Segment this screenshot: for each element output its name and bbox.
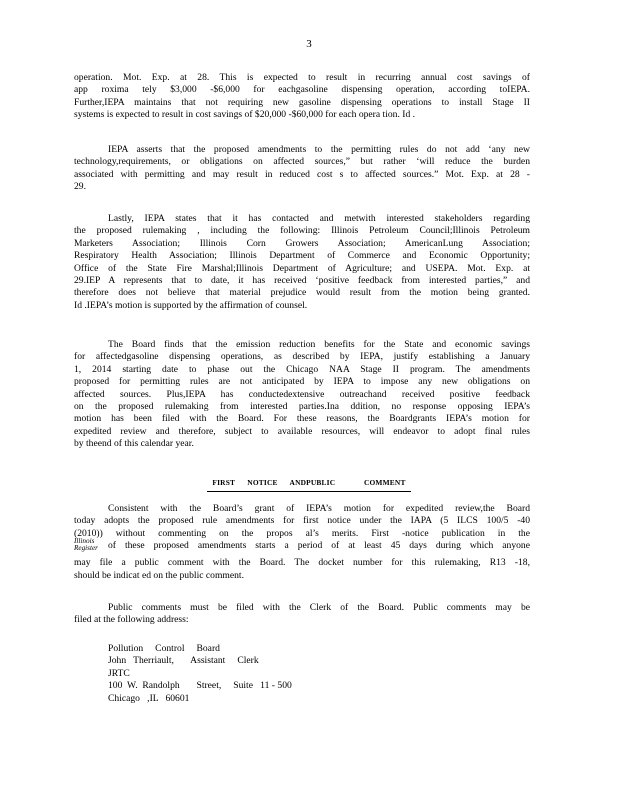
text-line-rest: of these proposed amendments starts a period of at least 45 days during which anyone (108, 540, 530, 552)
section-heading-wrap (0, 477, 618, 492)
section-heading: FIRST NOTICE ANDPUBLIC COMMENT (207, 477, 410, 492)
mailing-address (108, 643, 428, 705)
text-line: proposed for permitting rules are not anticipated by IEPA to impose any new obligations on (74, 376, 530, 388)
text-line: Lastly, IEPA states that it has contacted and metwith interested stakeholders regarding (108, 213, 530, 224)
text-line: Id .IEPA’s motion is supported by the affirmation of counsel. (74, 299, 308, 311)
text-line: affected sources. Plus,IEPA has conductedextensive outreachand received positive feedback (74, 388, 530, 400)
address-line: Chicago ,IL 60601 (108, 692, 190, 704)
paragraph-cost-savings (74, 72, 530, 122)
paragraph-stakeholders (74, 213, 530, 312)
text-line: Further,IEPA maintains that not requiring new gasoline dispensing operations to install Stage II (74, 96, 530, 108)
text-line: 1, 2014 starting date to phase out the Chicago NAA Stage II program. The amendments (74, 363, 530, 375)
address-line: 100 W. Randolph Street, Suite 11 - 500 (108, 680, 292, 692)
text-line: the proposed rulemaking , including the following: Illinois Petroleum Council;Illinois Petroleum (74, 225, 530, 237)
text-line: IEPA asserts that the proposed amendments to the permitting rules do not add ‘any new (108, 144, 530, 155)
text-line: technology,requirements, or obligations on affected sources,” but rather ‘will reduce the burden (74, 156, 530, 168)
paragraph-iepa-asserts (74, 144, 530, 194)
text-line: therefore does not believe that material prejudice would result from the motion being granted. (74, 287, 530, 299)
address-line: John Therriault, Assistant Clerk (108, 655, 259, 667)
text-line: Respiratory Health Association; Illinois Department of Commerce and Economic Opportunity; (74, 250, 530, 262)
text-line (74, 537, 530, 557)
text-line: on the proposed rulemaking from interested parties.Ina ddition, no response opposing IEPA’s (74, 401, 530, 413)
text-line: associated with permitting and may result in reduced cost s to affected sources.” Mot. Exp. at 28 - (74, 168, 530, 180)
text-line: today adopts the proposed rule amendments for first notice under the IAPA (5 ILCS 100/5 -40 (74, 515, 530, 527)
text-line: filed at the following address: (74, 614, 189, 626)
text-line: (2010)) without commenting on the propos al’s merits. First -notice publication in the (74, 527, 530, 539)
page-number: 3 (306, 38, 312, 50)
text-line: 29. (74, 181, 86, 193)
text-line: by theend of this calendar year. (74, 438, 194, 450)
text-line: app roxima tely $3,000 -$6,000 for eachgasoline dispensing operation, according toIEPA. (74, 84, 530, 96)
text-line: Marketers Association; Illinois Corn Growers Association; AmericanLung Association; (74, 237, 530, 249)
paragraph-public-comments (74, 602, 530, 627)
text-line: expedited review and therefore, subject to available resources, will endeavor to adopt final rules (74, 425, 530, 437)
text-line: systems is expected to result in cost savings of $20,000 -$60,000 for each opera tion. Id . (74, 109, 416, 121)
text-line: operation. Mot. Exp. at 28. This is expected to result in recurring annual cost savings of (74, 72, 530, 83)
text-line: for affectedgasoline dispensing operations, as described by IEPA, justify establishing a January (74, 351, 530, 363)
paragraph-board-finds (74, 339, 530, 451)
illinois-register-label: Illinois Register (74, 537, 98, 553)
text-line: The Board finds that the emission reduction benefits for the State and economic savings (108, 339, 530, 350)
address-line: JRTC (108, 667, 130, 679)
text-line: motion has been filed with the Board. For these reasons, the Boardgrants IEPA’s motion for (74, 413, 530, 425)
text-line: Office of the State Fire Marshal;Illinois Department of Agriculture; and USEPA. Mot. Exp. at (74, 262, 530, 274)
text-line: 29.IEP A represents that to date, it has received ‘positive feedback from interested parties,” and (74, 275, 530, 287)
address-line: Pollution Control Board (108, 643, 220, 654)
paragraph-first-notice (74, 503, 530, 582)
text-line: should be indicat ed on the public comment. (74, 569, 244, 581)
text-line: Consistent with the Board’s grant of IEPA’s motion for expedited review,the Board (108, 503, 530, 514)
text-line: Public comments must be filed with the Clerk of the Board. Public comments may be (108, 602, 530, 613)
text-line: may file a public comment with the Board. The docket number for this rulemaking, R13 -18, (74, 557, 530, 569)
